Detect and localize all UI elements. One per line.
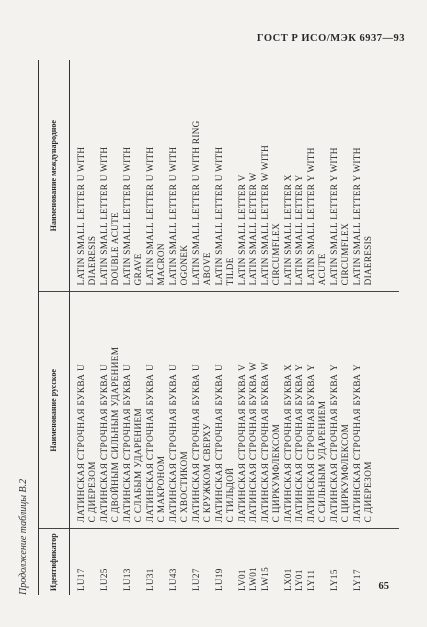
name-line: ЛАТИНСКАЯ СТРОЧНАЯ БУКВА X: [282, 363, 293, 523]
name-line: ЛАТИНСКАЯ СТРОЧНАЯ БУКВА U: [98, 363, 109, 523]
name-line: ЛАТИНСКАЯ СТРОЧНАЯ БУКВА U: [190, 363, 201, 523]
cell-identifier: LY15: [328, 569, 339, 591]
cell-russian-name: [294, 292, 306, 529]
name-line: С ТИЛЬДОЙ: [225, 467, 235, 523]
cell-international-name: [283, 60, 295, 292]
character-table: [38, 60, 399, 595]
name-line: TILDE: [225, 257, 235, 286]
cell-international-name: [248, 60, 260, 292]
column-header-russian-name: Наименование русское: [39, 292, 70, 529]
name-line: С КРУЖКОМ СВЕРХУ: [202, 423, 212, 523]
name-line: С ДИЕРЕЗОМ: [363, 461, 373, 523]
table-row: [214, 60, 237, 595]
page-header: ГОСТ Р ИСО/МЭК 6937—93: [256, 33, 405, 44]
cell-russian-name: [306, 292, 329, 529]
name-line: DIAERESIS: [363, 235, 373, 286]
cell-identifier: LY17: [351, 569, 362, 591]
cell-international-name: [306, 60, 329, 292]
table-row: [283, 60, 295, 595]
name-line: LATIN SMALL LETTER U WITH RING: [190, 120, 201, 286]
name-line: LATIN SMALL LETTER U WITH: [213, 146, 224, 286]
table-row: [122, 60, 145, 595]
column-header-identifier: Идентификатор: [39, 529, 70, 595]
name-line: ЛАТИНСКАЯ СТРОЧНАЯ БУКВА Y: [351, 363, 362, 523]
name-line: ЛАТИНСКАЯ СТРОЧНАЯ БУКВА U: [121, 363, 132, 523]
column-header-international-name: Наименование международное: [39, 60, 70, 292]
name-line: С ЦИРКУМФЛЕКСОМ: [271, 423, 281, 523]
table-row: [237, 60, 249, 595]
name-line: GRAVE: [133, 253, 143, 286]
cell-international-name: [145, 60, 168, 292]
table-row: [294, 60, 306, 595]
table-row: [191, 60, 214, 595]
cell-identifier: LU43: [167, 568, 178, 591]
name-line: ЛАТИНСКАЯ СТРОЧНАЯ БУКВА Y: [305, 363, 316, 523]
cell-russian-name: [145, 292, 168, 529]
name-line: ЛАТИНСКАЯ СТРОЧНАЯ БУКВА Y: [328, 363, 339, 523]
cell-international-name: [260, 60, 283, 292]
name-line: DOUBLE ACUTE: [110, 212, 120, 286]
name-line: LATIN SMALL LETTER U WITH: [121, 146, 132, 286]
cell-identifier: LU13: [121, 568, 132, 591]
name-line: CIRCUMFLEX: [271, 223, 281, 286]
cell-international-name: [329, 60, 352, 292]
name-line: LATIN SMALL LETTER U WITH: [75, 146, 86, 286]
cell-identifier: LX01: [282, 568, 293, 591]
cell-identifier: LU31: [144, 568, 155, 591]
cell-russian-name: [237, 292, 249, 529]
name-line: С ДИЕРЕЗОМ: [87, 461, 97, 523]
cell-identifier: LY01: [294, 569, 304, 591]
name-line: ЛАТИНСКАЯ СТРОЧНАЯ БУКВА U: [213, 363, 224, 523]
name-line: LATIN SMALL LETTER Y WITH: [351, 147, 362, 286]
cell-russian-name: [191, 292, 214, 529]
name-line: С ДВОЙНЫМ СИЛЬНЫМ УДАРЕНИЕМ: [110, 346, 120, 523]
name-line: ЛАТИНСКАЯ СТРОЧНАЯ БУКВА U: [144, 363, 155, 523]
cell-identifier: LU19: [213, 568, 224, 591]
cell-identifier: LV01: [236, 569, 247, 591]
name-line: LATIN SMALL LETTER V: [236, 174, 247, 286]
name-line: LATIN SMALL LETTER W WITH: [259, 144, 270, 286]
cell-russian-name: [260, 292, 283, 529]
cell-international-name: [168, 60, 191, 292]
table-row: [352, 60, 399, 595]
cell-international-name: [237, 60, 249, 292]
name-line: LATIN SMALL LETTER U WITH: [167, 146, 178, 286]
name-line: LATIN SMALL LETTER U WITH: [144, 146, 155, 286]
name-line: LATIN SMALL LETTER Y WITH: [305, 147, 316, 286]
name-line: ЛАТИНСКАЯ СТРОЧНАЯ БУКВА U: [167, 363, 178, 523]
cell-international-name: [294, 60, 306, 292]
name-line: LATIN SMALL LETTER U WITH: [98, 146, 109, 286]
cell-identifier: LU17: [75, 568, 86, 591]
name-line: LATIN SMALL LETTER X: [282, 174, 293, 286]
cell-russian-name: [168, 292, 191, 529]
cell-russian-name: [283, 292, 295, 529]
cell-russian-name: [329, 292, 352, 529]
rotated-table-area: [18, 60, 393, 595]
name-line: ABOVE: [202, 252, 212, 286]
name-line: LATIN SMALL LETTER Y: [294, 174, 304, 286]
name-line: OGONEK: [179, 244, 189, 286]
cell-russian-name: [99, 292, 122, 529]
cell-russian-name: [248, 292, 260, 529]
cell-international-name: [214, 60, 237, 292]
page-number: 65: [378, 581, 389, 592]
cell-identifier: LW01: [248, 567, 258, 591]
cell-international-name: [352, 60, 399, 292]
cell-russian-name: [352, 292, 399, 529]
table-row: [329, 60, 352, 595]
name-line: ЛАТИНСКАЯ СТРОЧНАЯ БУКВА W: [259, 361, 270, 523]
name-line: С СЛАБЫМ УДАРЕНИЕМ: [133, 407, 143, 523]
cell-russian-name: [69, 292, 99, 529]
cell-international-name: [122, 60, 145, 292]
table-row: [248, 60, 260, 595]
cell-international-name: [191, 60, 214, 292]
name-line: ЛАТИНСКАЯ СТРОЧНАЯ БУКВА Y: [294, 363, 304, 523]
table-row: [69, 60, 99, 595]
cell-identifier: LU25: [98, 568, 109, 591]
table-header-row: [39, 60, 70, 595]
name-line: MACRON: [156, 243, 166, 286]
name-line: С ЦИРКУМФЛЕКСОМ: [340, 423, 350, 523]
cell-russian-name: [122, 292, 145, 529]
table-body: [69, 60, 399, 595]
cell-international-name: [69, 60, 99, 292]
name-line: ACUTE: [317, 253, 327, 286]
cell-identifier: LU27: [190, 568, 201, 591]
name-line: ЛАТИНСКАЯ СТРОЧНАЯ БУКВА U: [75, 363, 86, 523]
name-line: С МАКРОНОМ: [156, 455, 166, 523]
cell-identifier: LW15: [259, 567, 270, 591]
table-row: [168, 60, 191, 595]
cell-russian-name: [214, 292, 237, 529]
name-line: LATIN SMALL LETTER W: [248, 172, 258, 286]
table-caption: Продолжение таблицы В.2: [18, 478, 29, 595]
name-line: ЛАТИНСКАЯ СТРОЧНАЯ БУКВА V: [236, 363, 247, 523]
name-line: С ХВОСТИКОМ: [179, 450, 189, 523]
name-line: DIAERESIS: [87, 235, 97, 286]
table-row: [99, 60, 122, 595]
name-line: CIRCUMFLEX: [340, 223, 350, 286]
name-line: ЛАТИНСКАЯ СТРОЧНАЯ БУКВА W: [248, 361, 258, 523]
name-line: С СИЛЬНЫМ УДАРЕНИЕМ: [317, 400, 327, 523]
table-row: [260, 60, 283, 595]
cell-identifier: LY11: [305, 569, 316, 591]
table-row: [145, 60, 168, 595]
name-line: LATIN SMALL LETTER Y WITH: [328, 147, 339, 286]
table-row: [306, 60, 329, 595]
cell-international-name: [99, 60, 122, 292]
